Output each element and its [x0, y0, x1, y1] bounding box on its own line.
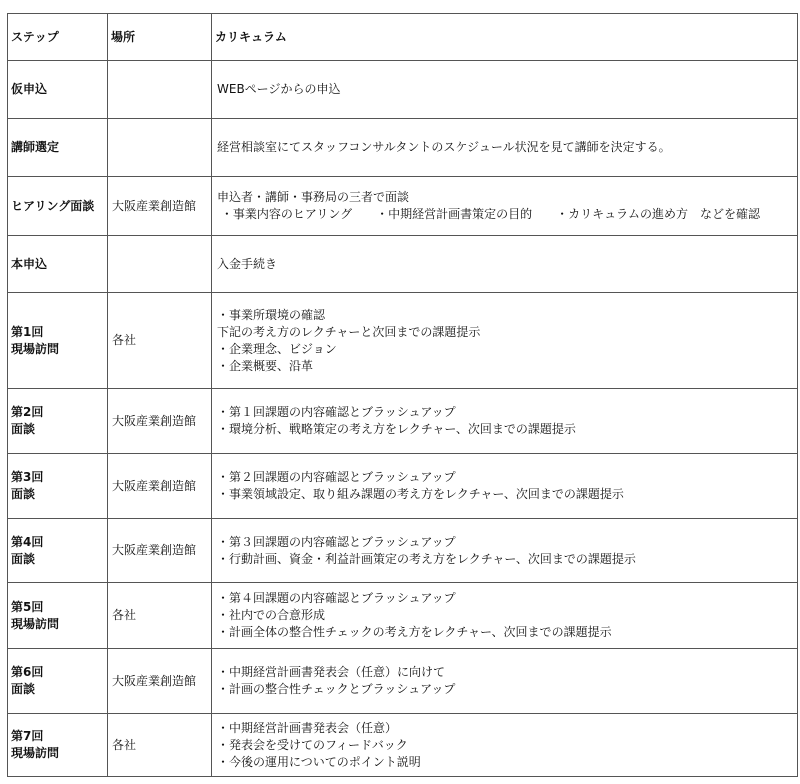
step-cell: 第5回 現場訪問 [8, 583, 108, 649]
curriculum-cell [212, 119, 798, 177]
step-cell: 第3回 面談 [8, 454, 108, 519]
curriculum-line: ・第４回課題の内容確認とブラッシュアップ [217, 591, 456, 605]
curriculum-line: ・事業所環境の確認 [217, 307, 326, 322]
place-cell [108, 119, 212, 177]
curriculum-line: ・企業概要、沿革 [217, 358, 314, 373]
step-cell: 第1回 現場訪問 [8, 293, 108, 389]
curriculum-cell [212, 583, 798, 649]
table-row [8, 583, 798, 649]
curriculum-table [7, 13, 798, 777]
table-row [8, 714, 798, 777]
curriculum-line: ・事業領域設定、取り組み課題の考え方をレクチャー、次回までの課題提示 [217, 487, 624, 501]
curriculum-line: ・行動計画、資金・利益計画策定の考え方をレクチャー、次回までの課題提示 [217, 551, 636, 566]
curriculum-line: 申込者・講師・事務局の三者で面談 [217, 190, 410, 204]
table-row [8, 293, 798, 389]
step-cell: 仮申込 [8, 61, 108, 119]
table-row [8, 649, 798, 714]
table-row [8, 519, 798, 583]
curriculum-cell [212, 236, 798, 293]
curriculum-line: ・第３回課題の内容確認とブラッシュアップ [217, 534, 456, 549]
curriculum-cell [212, 454, 798, 519]
curriculum-line: ・計画全体の整合性チェックの考え方をレクチャー、次回までの課題提示 [217, 625, 612, 639]
place-cell: 各社 [108, 714, 212, 777]
curriculum-line: ・事業内容のヒアリング ・中期経営計画書策定の目的 ・カリキュラムの進め方 などを確認 [217, 207, 760, 221]
curriculum-line: ・第１回課題の内容確認とブラッシュアップ [217, 405, 456, 419]
table-row [8, 236, 798, 293]
header-row [8, 14, 798, 61]
curriculum-cell [212, 177, 798, 236]
curriculum-line: ・中期経営計画書発表会（任意）に向けて [217, 665, 446, 679]
step-cell: 講師選定 [8, 119, 108, 177]
curriculum-cell [212, 519, 798, 583]
curriculum-line: WEBページからの申込 [217, 82, 341, 96]
table-body [8, 61, 798, 777]
curriculum-line: ・計画の整合性チェックとブラッシュアップ [217, 682, 456, 696]
curriculum-line: ・中期経営計画書発表会（任意） [217, 720, 398, 735]
step-cell: 第7回 現場訪問 [8, 714, 108, 777]
curriculum-line: ・環境分析、戦略策定の考え方をレクチャー、次回までの課題提示 [217, 422, 576, 436]
step-cell: 第4回 面談 [8, 519, 108, 583]
step-cell: 本申込 [8, 236, 108, 293]
place-cell: 各社 [108, 583, 212, 649]
place-cell: 大阪産業創造館 [108, 454, 212, 519]
table-row [8, 454, 798, 519]
place-cell [108, 236, 212, 293]
table-row [8, 61, 798, 119]
curriculum-cell [212, 649, 798, 714]
curriculum-line: ・今後の運用についてのポイント説明 [217, 754, 421, 769]
table-row [8, 177, 798, 236]
step-cell: 第2回 面談 [8, 389, 108, 454]
place-cell [108, 61, 212, 119]
table-row [8, 389, 798, 454]
place-cell: 大阪産業創造館 [108, 177, 212, 236]
curriculum-line: ・社内での合意形成 [217, 608, 326, 622]
curriculum-line: ・第２回課題の内容確認とブラッシュアップ [217, 470, 456, 484]
step-cell: 第6回 面談 [8, 649, 108, 714]
curriculum-line: 経営相談室にてスタッフコンサルタントのスケジュール状況を見て講師を決定する。 [217, 140, 671, 154]
place-cell: 大阪産業創造館 [108, 519, 212, 583]
table-row [8, 119, 798, 177]
curriculum-cell [212, 293, 798, 389]
place-cell: 大阪産業創造館 [108, 649, 212, 714]
header-step: ステップ [8, 14, 108, 61]
place-cell: 各社 [108, 293, 212, 389]
curriculum-line: ・企業理念、ビジョン [217, 341, 337, 356]
header-curriculum: カリキュラム [212, 14, 798, 61]
curriculum-line: ・発表会を受けてのフィードバック [217, 737, 408, 752]
step-cell: ヒアリング面談 [8, 177, 108, 236]
curriculum-cell [212, 714, 798, 777]
curriculum-cell [212, 389, 798, 454]
curriculum-line: 下記の考え方のレクチャーと次回までの課題提示 [217, 324, 481, 339]
curriculum-line: 入金手続き [217, 256, 278, 271]
header-place: 場所 [108, 14, 212, 61]
curriculum-cell [212, 61, 798, 119]
place-cell: 大阪産業創造館 [108, 389, 212, 454]
